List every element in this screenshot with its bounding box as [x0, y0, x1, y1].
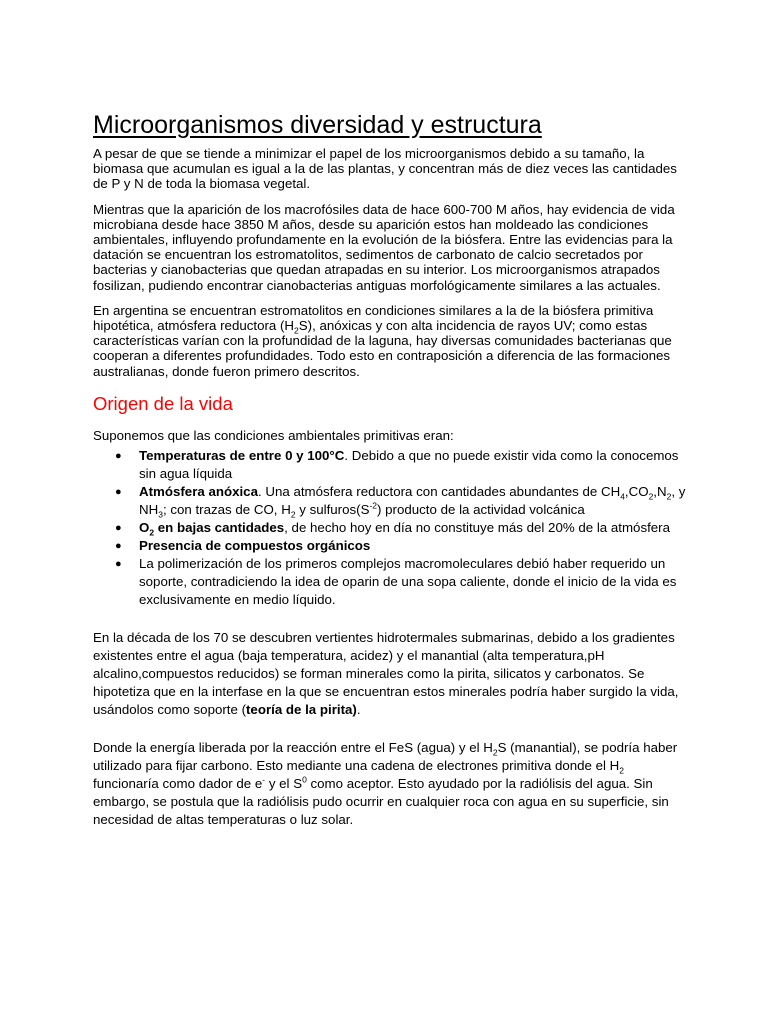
- text-run: como aceptor. Esto ayudado por la radiólisis del agua. Sin embargo, se postula que la radiólisis pudo ocurrir en cualquier roca con agua en su superficie, sin necesidad de altas temperaturas o luz solar.: [93, 775, 669, 827]
- intro-paragraph: A pesar de que se tiende a minimizar el papel de los microorganismos debido a su tamaño, la biomasa que acumulan es igual a la de las plantas, y concentran más de diez veces las cantidades de P y N de toda la biomasa vegetal.: [93, 146, 677, 192]
- text-run: . Una atmósfera reductora con cantidades abundantes de CH: [257, 483, 621, 499]
- subscript: 2: [290, 509, 296, 520]
- paragraph-hydrothermal: [93, 629, 693, 719]
- text-run: . Debido a que no puede existir vida como la conocemos sin agua líquida: [139, 447, 679, 481]
- bullet-icon: ●: [115, 557, 122, 570]
- text-run: , de hecho hoy en día no constituye más del 20% de la atmósfera: [284, 519, 671, 535]
- superscript: 0: [302, 774, 307, 785]
- paragraph-argentina: [93, 303, 693, 379]
- paragraph-energy: [93, 739, 693, 829]
- bold-text: Temperaturas de entre 0 y 100°C: [139, 447, 345, 463]
- bullet-icon: ●: [115, 521, 122, 534]
- text-run: S (manantial), se podría haber utilizado para fijar carbono. Esto mediante una cadena de electrones primitiva donde el H: [93, 739, 678, 773]
- text-run: En argentina se encuentran estromatolitos en condiciones similares a la de la biósfera primitiva hipotética, atmósfera reductora (H: [93, 302, 654, 334]
- bold-text: Presencia de compuestos orgánicos: [139, 537, 371, 553]
- text-run: en bajas cantidades: [154, 519, 285, 535]
- document-body: [93, 110, 693, 839]
- text-run: funcionaría como dador de e: [93, 775, 263, 791]
- text-run: .: [356, 701, 361, 717]
- bullet-icon: ●: [115, 485, 122, 498]
- subscript: 3: [158, 509, 163, 520]
- text-run: O: [139, 519, 150, 535]
- subscript: 2: [666, 491, 672, 502]
- subscript: 2: [492, 747, 498, 758]
- text-run: La polimerización de los primeros complejos macromoleculares debió haber requerido un soporte, contradiciendo la idea de oparin de una sopa caliente, donde el inicio de la vida es exclusivamente en medio líquido.: [139, 555, 677, 607]
- bullet-icon: ●: [115, 449, 122, 462]
- subscript: 4: [620, 491, 625, 502]
- superscript: -: [262, 774, 266, 785]
- bold-text: [139, 519, 285, 538]
- document-title: Microorganismos diversidad y estructura: [93, 111, 542, 139]
- text-run: S), anóxicas y con alta incidencia de rayos UV; como estas características varían con la profundidad de la laguna, hay diversas comunidades bacterianas que cooperan a diferentes profundidades. Todo esto en contraposición a diferencia de las formaciones australianas, donde fueron primero descritos.: [93, 318, 672, 379]
- list-item: [93, 519, 693, 537]
- superscript: -2: [369, 500, 378, 511]
- subscript: 2: [648, 491, 654, 502]
- subscript: 2: [294, 325, 299, 336]
- conditions-intro: Suponemos que las condiciones ambientales primitivas eran:: [93, 427, 454, 443]
- text-run: y el S: [265, 775, 303, 791]
- text-run: , y NH: [139, 483, 686, 517]
- section-heading: Origen de la vida: [93, 392, 233, 414]
- text-run: Donde la energía liberada por la reacción entre el FeS (agua) y el H: [93, 739, 493, 755]
- text-run: ,CO: [624, 483, 649, 499]
- conditions-list: [93, 447, 693, 609]
- bullet-icon: ●: [115, 539, 122, 552]
- text-run: ; con trazas de CO, H: [162, 501, 291, 517]
- list-item: [93, 483, 693, 519]
- paragraph-fossils: Mientras que la aparición de los macrofósiles data de hace 600-700 M años, hay evidencia de vida microbiana desde hace 3850 M años, desde su aparición estos han moldeado las condiciones ambientales, influyendo profundamente en la evolución de la biósfera. Entre las evidencias para la datación se encuentran los estromatolitos, sedimentos de carbonato de calcio secretados por bacterias y cianobacterias que quedan atrapadas en su interior. Los microorganismos atrapados fosilizan, pudiendo encontrar cianobacterias antiguas morfológicamente similares a las actuales.: [93, 201, 675, 293]
- text-run: y sulfuros(S: [295, 501, 370, 517]
- bold-text: teoría de la pirita): [246, 701, 357, 717]
- list-item: [93, 447, 693, 483]
- text-run: En la década de los 70 se descubren vertientes hidrotermales submarinas, debido a los gradientes existentes entre el agua (baja temperatura, acidez) y el manantial (alta temperatura,pH alcalino,compuestos reducidos) se forman minerales como la pirita, silicatos y carbonatos. Se hipotetiza que en la interfase en la que se encuentran estos minerales podría haber surgido la vida, usándolos como soporte (: [93, 629, 679, 717]
- list-item: [93, 537, 693, 555]
- text-run: ,N: [653, 483, 667, 499]
- text-run: ) producto de la actividad volcánica: [377, 501, 585, 517]
- subscript: 2: [619, 765, 625, 776]
- bold-text: Atmósfera anóxica: [139, 483, 258, 499]
- subscript: 2: [149, 527, 155, 538]
- list-item: [93, 555, 693, 609]
